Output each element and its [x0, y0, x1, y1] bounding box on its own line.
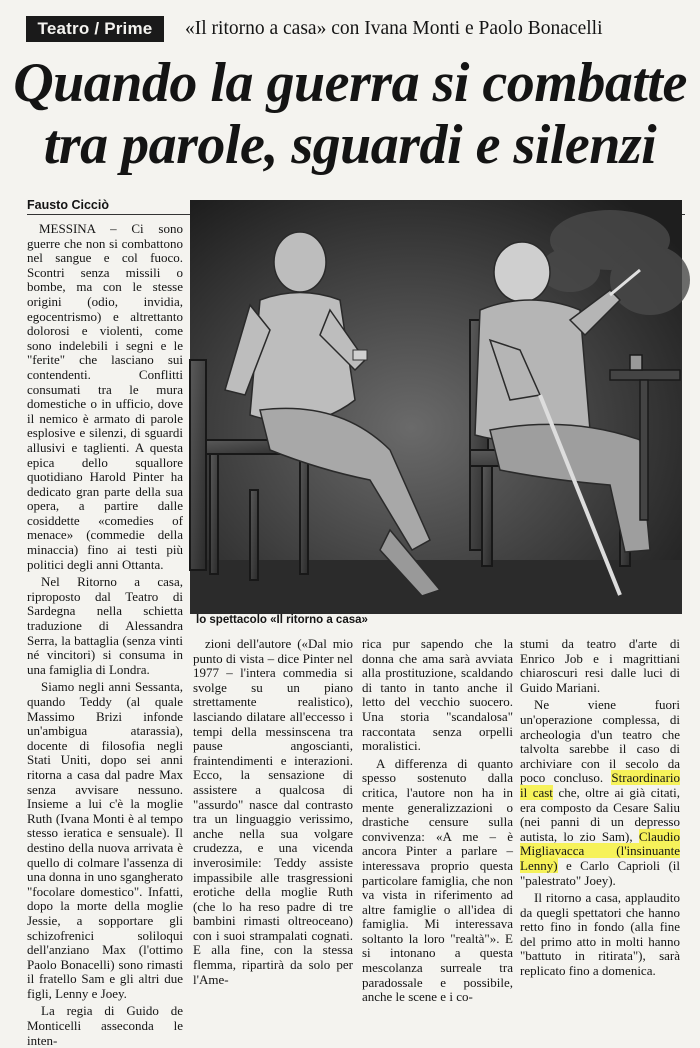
text-run: che, oltre ai già citati, era composto da Cesare Saliu (nei panni di un depresso autista, lo zio Sam), — [520, 784, 681, 844]
paragraph: La regia di Guido de Monticelli asseconda le inten- — [27, 1003, 183, 1048]
article-column-3 — [362, 636, 513, 1005]
highlighted-text: Straordinario il cast — [520, 770, 681, 800]
paragraph: zioni dell'autore («Dal mio punto di vista – dice Pinter nel 1977 – l'intera commedia si svolge su un piano strettamente realistico), lasciando dilatare all'eccesso i tempi della messinscena tra pause angoscianti, fraintendimenti e interazioni. Ecco, la sensazione di assistere a qualcosa di "assurdo" nasce dal contrasto tra un linguaggio verissimo, anche nella sua volgare crudezza, e una vicenda inverosimile: Teddy assiste impassibile alle trasgressioni erotiche della moglie Ruth (che lo ha reso padre di tre bambini rimasti oltreoceano) con i suoi strampalati cognati. E alla fine, con la stessa flemma, ripartirà da solo per l'Ame- — [193, 636, 353, 987]
photo-caption: lo spettacolo «Il ritorno a casa» — [196, 614, 368, 626]
section-tag: Teatro / Prime — [26, 16, 164, 42]
text-run: Ne viene fuori un'operazione complessa, di archeologia d'un teatro che talvolta sarebbe il caso di archiviare con il secolo da poco concluso. — [520, 697, 680, 786]
paragraph: rica pur sapendo che la donna che ama sarà avviata alla prostituzione, scaldando di tanto in tanto anche il letto del vecchio suocero. Una storia "scandalosa" raccontata senza orpelli moralistici. — [362, 636, 513, 754]
paragraph: A differenza di quanto spesso sostenuto dalla critica, l'autore non ha in mente generalizzazioni o drastiche censure sulla convivenza: «A me – è ancora Pinter a parlare – interessava proprio questa particolare famiglia, che non va vista in riferimento ad altre famiglie o all'idea di famiglia. Mi interessava soltanto la loro "realtà"». E si intonano a questa mescolanza surreale tra paradossale e possibile, anche le scene e i co- — [362, 755, 513, 1005]
stage-photo-illustration — [190, 200, 682, 614]
stage-photo — [190, 200, 682, 614]
highlighted-text: Claudio Migliavacca (l'insinuante Lenny) — [520, 828, 681, 873]
byline: Fausto Cicciò — [27, 198, 109, 212]
headline-line-1: Quando la guerra si combatte — [13, 52, 687, 114]
paragraph: Il ritorno a casa, applaudito da quegli spettatori che hanno retto fino in fondo (alla fine del primo atto in molti hanno "battuto in ritirata"), sarà replicato fino a domenica. — [520, 890, 680, 979]
article-column-2 — [193, 636, 353, 987]
article-column-1 — [27, 221, 183, 1048]
article-column-4 — [520, 636, 681, 979]
paragraph: Siamo negli anni Sessanta, quando Teddy (al quale Massimo Brizi infonde un'ambigua atarassia), docente di filosofia negli Stati Uniti, dopo sei anni ritorna a casa dal padre Max senza avvisare nessuno. Insieme a lui c'è la moglie Ruth (Ivana Monti è al tempo stesso ieratica e sensuale). Il destino della nuova arrivata è quello di colmare l'assenza di una donna in uno sgangherato "focolare domestico". Infatti, dopo la morte della moglie Jessie, a sopportare gli schizofrenici soliloqui dell'anziano Max (l'ottimo Paolo Bonacelli) sono rimasti il fratello Sam e gli altri due figli, Lenny e Joey. — [27, 679, 183, 1001]
paragraph — [520, 698, 680, 888]
text-run: e Carlo Caprioli (il "palestrato" Joey). — [520, 857, 681, 888]
headline-line-2: tra parole, sguardi e silenzi — [43, 114, 657, 176]
headline — [10, 52, 690, 176]
paragraph: stumi da teatro d'arte di Enrico Job e i magrittiani chiaroscuri resi dalle luci di Guido Mariani. — [520, 636, 680, 695]
kicker: «Il ritorno a casa» con Ivana Monti e Paolo Bonacelli — [185, 18, 603, 39]
paragraph: MESSINA – Ci sono guerre che non si combattono nel sangue e col fuoco. Scontri senza missili o bombe, ma con le stesse origini (odio, invidia, egocentrismo) e altrettanto dolorosi e violenti, come sono indelebili i segni e le "ferite" che lasciano sui contendenti. Conflitti consumati tra le mura domestiche o in ufficio, dove il nemico è armato di parole esplosive e silenzi, di sguardi allusivi e taglienti. A questa epica dello squallore quotidiano Harold Pinter ha dedicato gran parte della sua opera, a partire dalle cosiddette «comedies of menace» (commedie della minaccia) fino ai testi più politici degli anni Ottanta. — [27, 221, 183, 572]
paragraph: Nel Ritorno a casa, riproposto dal Teatro di Sardegna nella schietta traduzione di Alessandra Serra, la battaglia (senza vinti né vincitori) si consuma in una famiglia di Londra. — [27, 574, 183, 677]
